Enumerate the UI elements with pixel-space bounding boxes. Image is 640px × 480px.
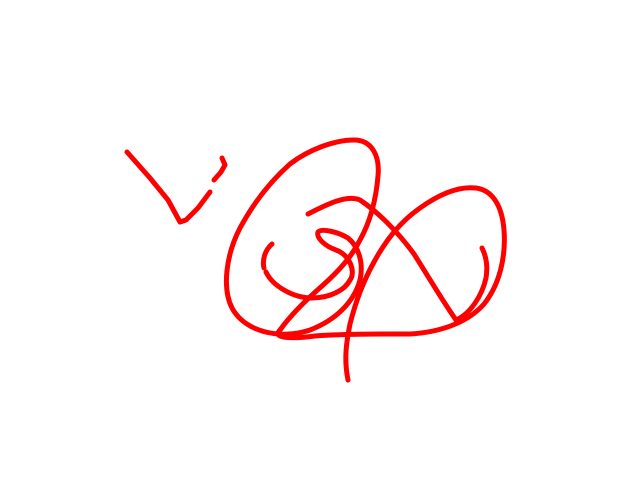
comma-stroke <box>214 158 225 180</box>
large-loop-stroke <box>226 140 504 380</box>
checkmark-stroke <box>127 152 210 222</box>
short-arc-stroke <box>263 244 272 268</box>
diagonal-cross-stroke <box>308 198 456 320</box>
